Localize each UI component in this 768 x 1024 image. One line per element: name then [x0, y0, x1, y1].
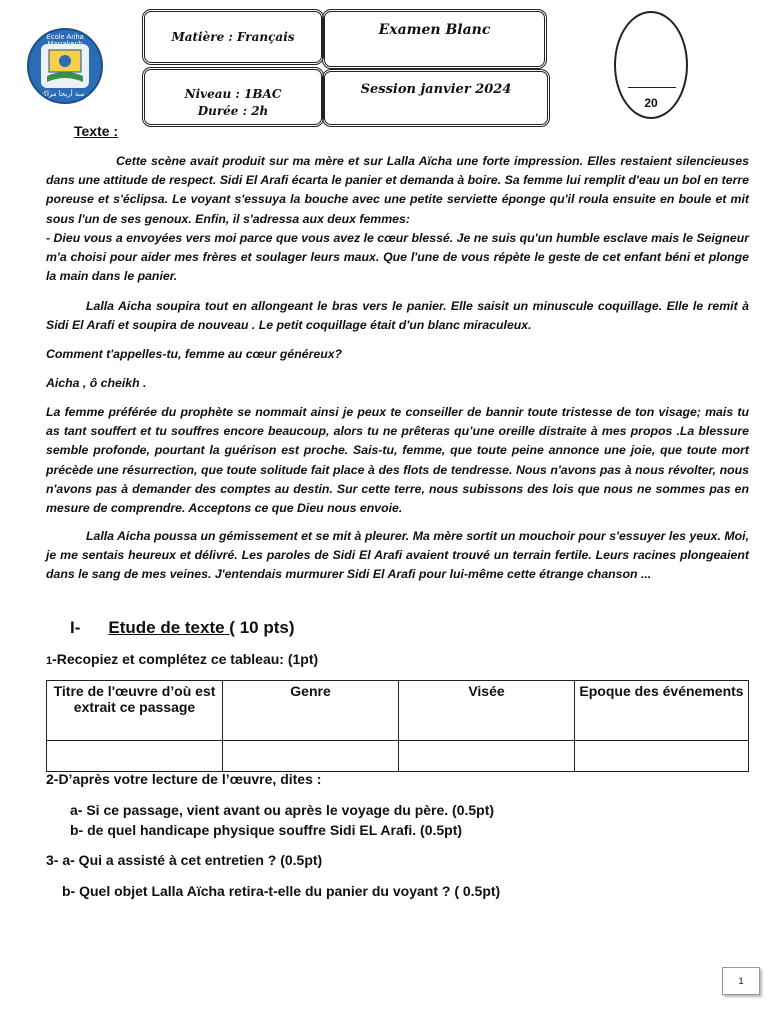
question-3b: b- Quel objet Lalla Aïcha retira-t-elle du panier du voyant ? ( 0.5pt): [62, 883, 501, 899]
section-points: 10 pts): [234, 618, 295, 637]
paragraph-1: Cette scène avait produit sur ma mère et sur Lalla Aïcha une forte impression. Elles restaient silencieuses dans une attitude de respect. Sidi El Arafi écarta le panier et demanda à boire. Sa femme lui remplit d'eau un bol en terre poreuse et s'éclipsa. Le voyant s'essuya la bouche avec une petite serviette éponge qu'il roula ensuite en boule et mit sous l'un de ses genoux. Enfin, il s'adressa aux deux femmes:: [46, 154, 749, 226]
table-header-cell: Epoque des événements: [575, 681, 749, 741]
section-title: [70, 618, 295, 638]
table-cell[interactable]: [223, 741, 399, 772]
level-label: Niveau : 1BAC: [184, 87, 282, 101]
exam-type-box: [322, 9, 547, 69]
paragraph-4: Comment t'appelles-tu, femme au cœur généreux?: [46, 347, 343, 361]
page-number: 1: [722, 967, 760, 995]
grade-total: 20: [644, 96, 658, 110]
question-1: [46, 651, 318, 667]
question-2a: a- Si ce passage, vient avant ou après le voyage du père. (0.5pt): [70, 802, 495, 818]
duration-label: Durée : 2h: [197, 104, 269, 118]
question-1-text: -Recopiez et complétez ce tableau: (1pt): [52, 651, 319, 667]
logo-emblem: [41, 44, 89, 88]
table-cell[interactable]: [47, 741, 223, 772]
table-row: [47, 741, 749, 772]
section-name: Etude de texte (: [108, 618, 235, 637]
paragraph-7: Lalla Aicha poussa un gémissement et se mit à pleurer. Ma mère sortit un mouchoir pour s'essuyer les yeux. Moi, je me sentais heureux et délivré. Les paroles de Sidi El Arafi avaient trouvé un terrain fertile. Leurs racines plongeaient dans le sang de mes veines. J'entendais murmurer Sidi El Arafi pour lui-même cette étrange chanson ...: [46, 529, 749, 582]
subject-label: Matière : Français: [171, 30, 295, 44]
paragraph-3: Lalla Aicha soupira tout en allongeant le bras vers le panier. Elle saisit un minuscule coquillage. Elle le remit à Sidi El Arafi et soupira de nouveau . Le petit coquillage était d'un blanc miraculeux.: [46, 299, 749, 333]
table-cell[interactable]: [575, 741, 749, 772]
logo-text-top: Ecole Ariha: [46, 34, 84, 41]
grade-line: [628, 87, 676, 88]
table-header-cell: Titre de l'œuvre d’où est extrait ce passage: [47, 681, 223, 741]
school-logo: [27, 28, 103, 104]
session-box: [322, 69, 550, 127]
table-header-cell: Visée: [399, 681, 575, 741]
section-number: I-: [70, 618, 81, 637]
question-2: 2-D’après votre lecture de l’œuvre, dites :: [46, 771, 322, 787]
paragraph-2: - Dieu vous a envoyées vers moi parce que vous avez le cœur blessé. Je ne suis qu'un humble esclave mais le Seigneur m'a choisi pour aider mes frères et soulager leurs maux. Que l'une de vous répète le geste de cet enfant béni et plonge la main dans le panier.: [46, 231, 749, 284]
book-icon: [41, 44, 89, 88]
subject-box: [142, 9, 324, 65]
grade-circle: [614, 11, 688, 119]
paragraph-5: Aicha , ô cheikh .: [46, 376, 147, 390]
question-2b: b- de quel handicape physique souffre Sidi EL Arafi. (0.5pt): [70, 822, 463, 838]
answer-table: [46, 680, 749, 772]
table-cell[interactable]: [399, 741, 575, 772]
exam-type-label: Examen Blanc: [378, 22, 491, 38]
text-heading: Texte :: [74, 123, 119, 139]
question-3a: 3- a- Qui a assisté à cet entretien ? (0.5pt): [46, 852, 323, 868]
logo-text-bottom: مدرسة أريحا مراكش: [34, 90, 96, 98]
session-label: Session janvier 2024: [360, 82, 512, 97]
paragraph-6: La femme préférée du prophète se nommait ainsi je peux te conseiller de bannir toute tristesse de ton visage; mais tu as tant souffert et tu souffres encore beaucoup, alors tu ne prêteras qu’une oreille distraite à mes propos .La blessure semble profonde, pourtant la guérison est proche. Sais-tu, femme, que toute peine annonce une joie, que toute mort précède une résurrection, que toute solitude fait place à des flots de tendresse. Nous n'avons pas à nous révolter, nous n'avons pas à demander des comptes au destin. Sur cette terre, nous subissons des lois que nous ne sommes pas en mesure de comprendre. Acceptons ce que Dieu nous envoie.: [46, 405, 749, 516]
table-header-row: [47, 681, 749, 741]
level-box: [142, 67, 324, 127]
question-1-number: 1: [46, 655, 53, 667]
table-header-cell: Genre: [223, 681, 399, 741]
